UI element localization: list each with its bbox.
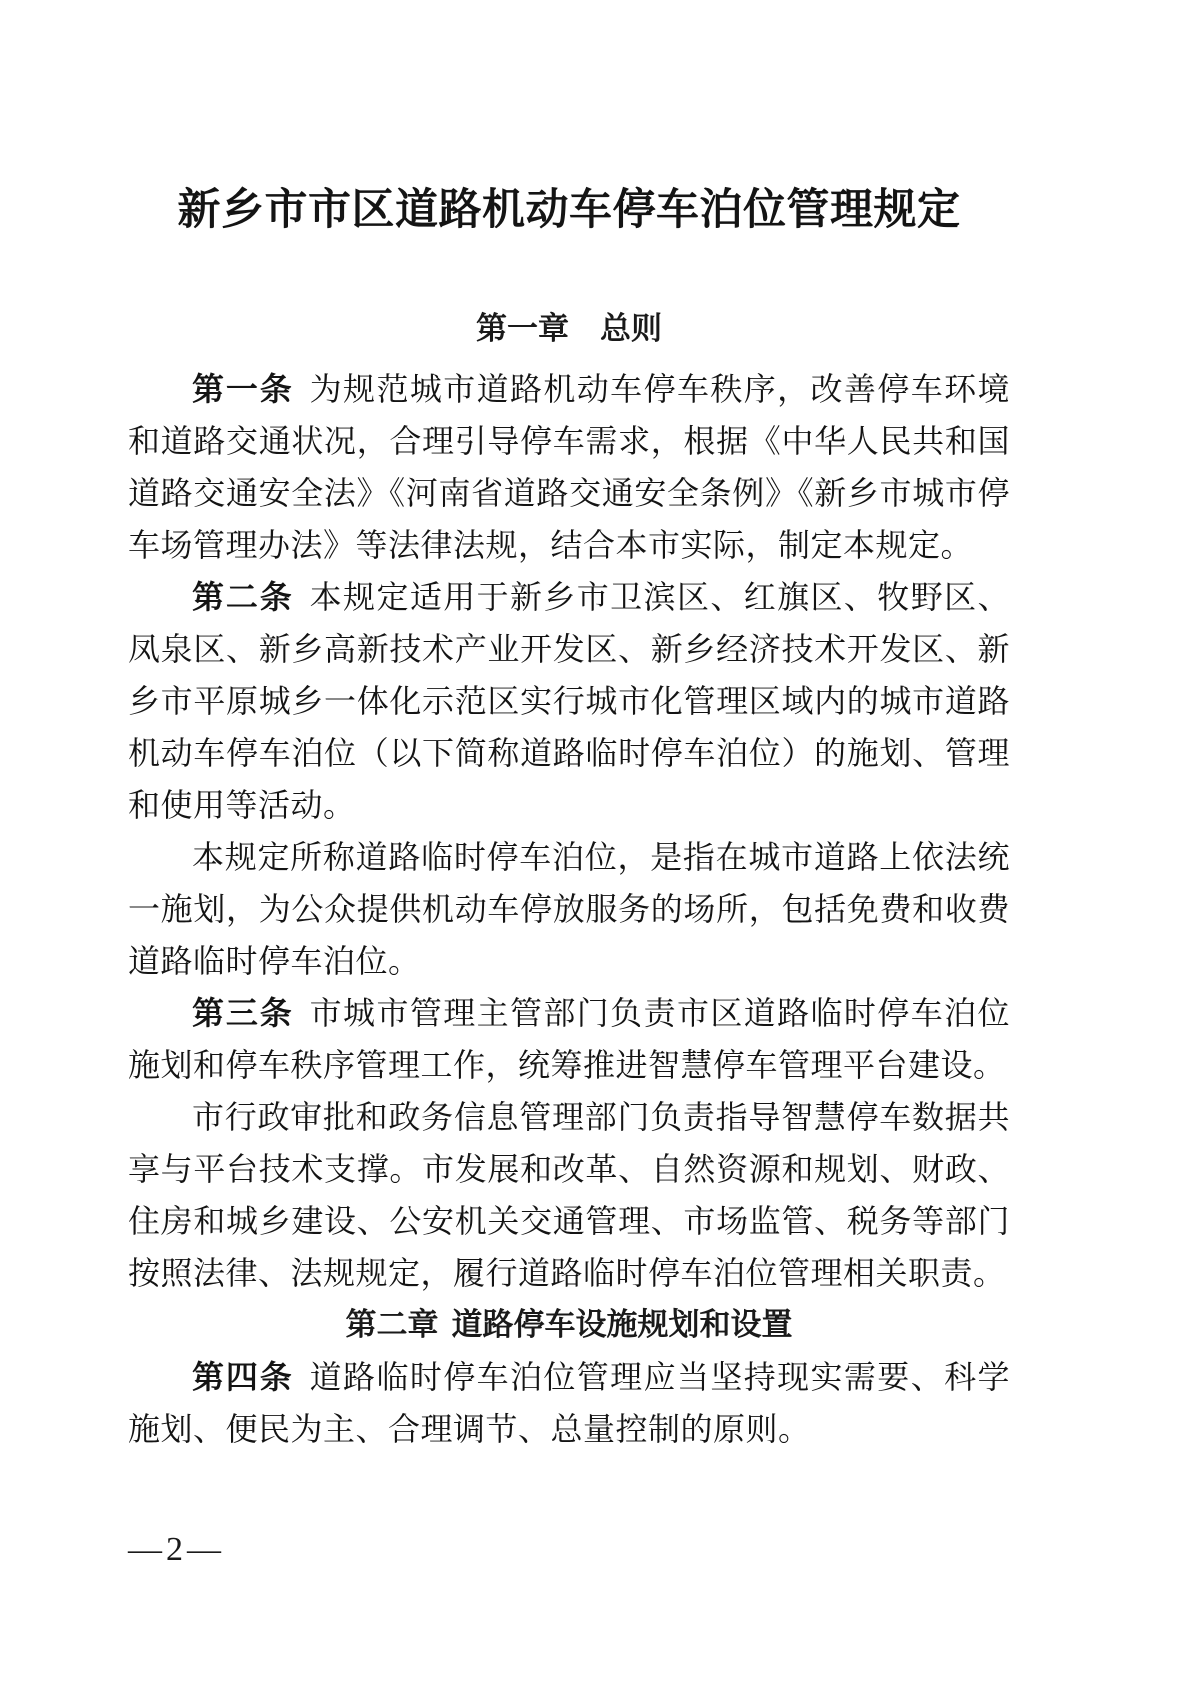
paragraph-article-1	[128, 363, 1010, 571]
article-1-lead: 第一条	[192, 371, 294, 407]
chapter-2-title: 道路停车设施规划和设置	[451, 1307, 793, 1342]
article-3-lead: 第三条	[192, 995, 294, 1031]
document-title: 新乡市市区道路机动车停车泊位管理规定	[177, 187, 961, 234]
paragraph-article-3	[128, 987, 1010, 1091]
document-body	[128, 363, 1010, 1455]
paragraph-article-2	[128, 571, 1010, 831]
paragraph-article-4	[128, 1351, 1010, 1455]
page-content	[128, 0, 1010, 1455]
chapter-2-heading	[128, 1299, 1010, 1351]
article-1-text: 为规范城市道路机动车停车秩序，改善停车环境和道路交通状况，合理引导停车需求，根据《中华人民共和国道路交通安全法》《河南省道路交通安全条例》《新乡市城市停车场管理办法》等法律法规，结合本市实际，制定本规定。	[128, 371, 1010, 563]
article-2-lead: 第二条	[192, 579, 294, 615]
chapter-1-number: 第一章	[476, 311, 569, 346]
chapter-1-heading	[128, 306, 1010, 352]
chapter-2-number: 第二章	[345, 1307, 439, 1342]
article-2-text: 本规定适用于新乡市卫滨区、红旗区、牧野区、凤泉区、新乡高新技术产业开发区、新乡经济技术开发区、新乡市平原城乡一体化示范区实行城市化管理区域内的城市道路机动车停车泊位（以下简称道路临时停车泊位）的施划、管理和使用等活动。	[128, 579, 1010, 823]
article-4-lead: 第四条	[192, 1359, 294, 1395]
chapter-1-title: 总则	[600, 311, 662, 346]
paragraph-departments-text: 市行政审批和政务信息管理部门负责指导智慧停车数据共享与平台技术支撑。市发展和改革、自然资源和规划、财政、住房和城乡建设、公安机关交通管理、市场监管、税务等部门按照法律、法规规定，履行道路临时停车泊位管理相关职责。	[128, 1099, 1010, 1291]
article-3-text: 市城市管理主管部门负责市区道路临时停车泊位施划和停车秩序管理工作，统筹推进智慧停车管理平台建设。	[128, 995, 1010, 1083]
paragraph-definition	[128, 831, 1010, 987]
paragraph-departments	[128, 1091, 1010, 1299]
paragraph-definition-text: 本规定所称道路临时停车泊位，是指在城市道路上依法统一施划，为公众提供机动车停放服务的场所，包括免费和收费道路临时停车泊位。	[128, 839, 1010, 979]
page-number: —2—	[128, 1531, 225, 1568]
article-4-text: 道路临时停车泊位管理应当坚持现实需要、科学施划、便民为主、合理调节、总量控制的原则。	[128, 1359, 1010, 1447]
